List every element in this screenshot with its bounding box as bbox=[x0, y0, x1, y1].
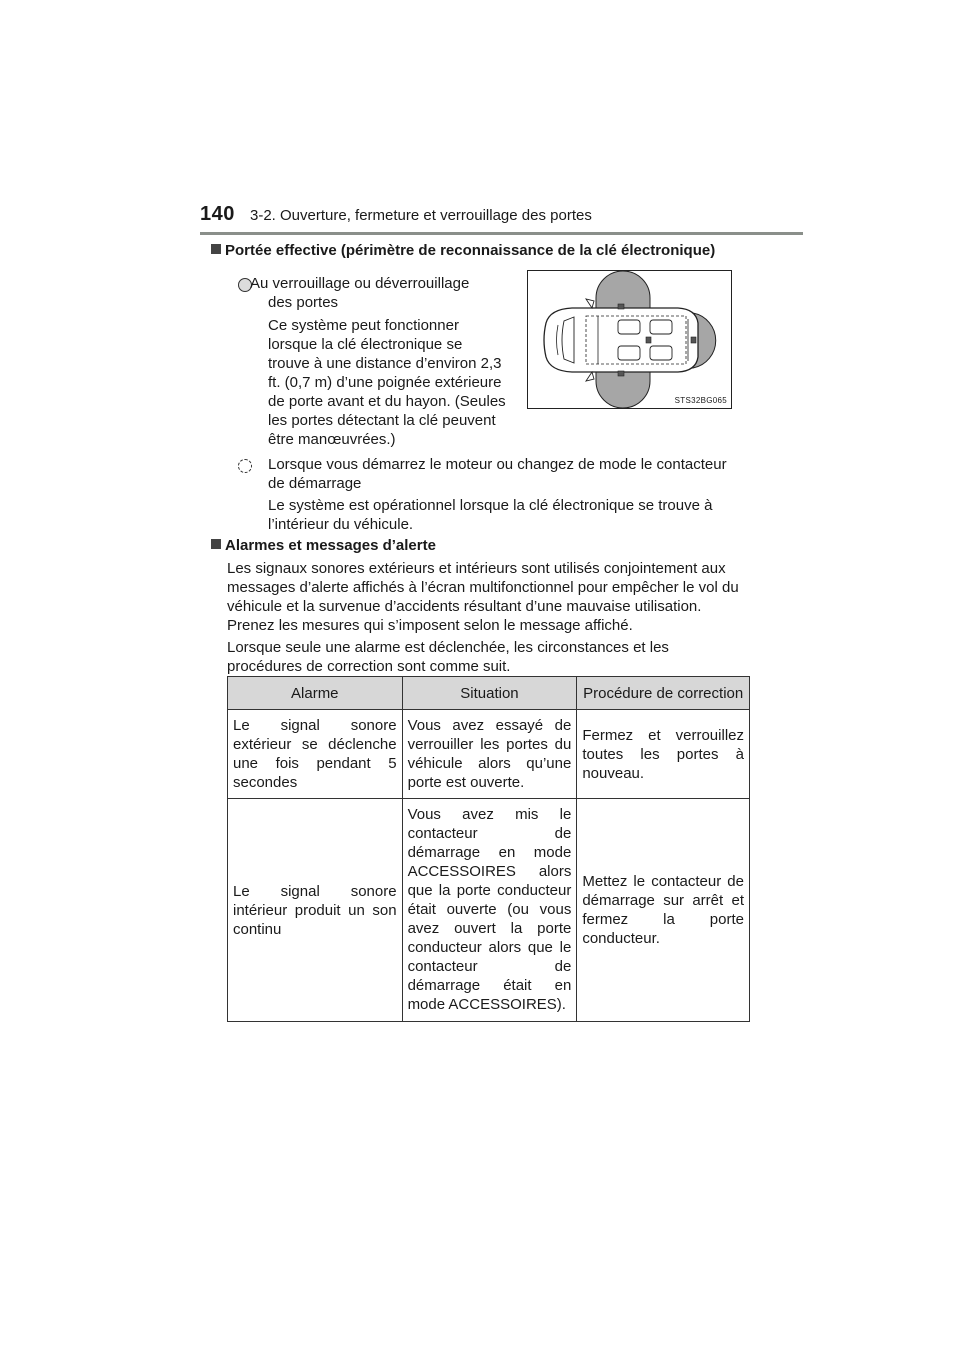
header-divider bbox=[200, 232, 803, 235]
item1-heading-line1: Au verrouillage ou déverrouillage bbox=[250, 275, 470, 292]
section-title-alarms: Alarmes et messages d’alerte bbox=[211, 537, 436, 554]
chapter-title: 3-2. Ouverture, fermeture et verrouillage des portes bbox=[250, 207, 592, 224]
paragraph-line: Prenez les mesures qui s’imposent selon le message affiché. bbox=[227, 617, 633, 634]
item2-heading-line: de démarrage bbox=[268, 475, 362, 492]
paragraph-line: véhicule et la survenue d’accidents résultant d’une mauvaise utilisation. bbox=[227, 598, 702, 615]
column-header-situation: Situation bbox=[402, 677, 577, 710]
item1-body-line: les portes détectant la clé peuvent bbox=[268, 412, 496, 429]
item1-body-line: trouve à une distance d’environ 2,3 bbox=[268, 355, 502, 372]
table-cell-situation: Vous avez mis le contacteur de démarrage en mode ACCESSOIRES alors que la porte conducteur était ouverte (ou vous avez ouvert la porte conducteur alors que le contacteur de démarrage était en mode ACCESSOIRES). bbox=[402, 799, 577, 1022]
table-cell-alarm: Le signal sonore intérieur produit un son continu bbox=[228, 799, 403, 1022]
square-bullet-icon bbox=[211, 244, 221, 254]
paragraph-line: Lorsque seule une alarme est déclenchée, les circonstances et les bbox=[227, 639, 669, 656]
item1-body-line: Ce système peut fonctionner bbox=[268, 317, 459, 334]
detection-zone-front-left bbox=[596, 271, 650, 309]
item1-heading-line2: des portes bbox=[268, 294, 339, 311]
item1-body-line: de porte avant et du hayon. (Seules bbox=[268, 393, 506, 410]
figure-code-label: STS32BG065 bbox=[674, 396, 727, 405]
item1-body-line: lorsque la clé électronique se bbox=[268, 336, 463, 353]
page-header bbox=[200, 203, 803, 237]
detection-zone-front-right bbox=[596, 371, 650, 408]
car-top-view-illustration bbox=[528, 271, 731, 408]
paragraph-line: procédures de correction sont comme suit. bbox=[227, 658, 511, 675]
column-header-alarm: Alarme bbox=[228, 677, 403, 710]
item2-heading-line: Lorsque vous démarrez le moteur ou changez de mode le contacteur bbox=[268, 456, 727, 473]
table-header-row bbox=[228, 677, 750, 710]
paragraph-line: messages d’alerte affichés à l’écran multifonctionnel pour empêcher le vol du bbox=[227, 579, 739, 596]
square-bullet-icon bbox=[211, 539, 221, 549]
page-number: 140 bbox=[200, 203, 235, 225]
table-cell-procedure: Mettez le contacteur de démarrage sur arrêt et fermez la porte conducteur. bbox=[577, 799, 750, 1022]
paragraph-line: Les signaux sonores extérieurs et intérieurs sont utilisés conjointement aux bbox=[227, 560, 726, 577]
table-cell-alarm: Le signal sonore extérieur se déclenche une fois pendant 5 secondes bbox=[228, 710, 403, 799]
table-cell-procedure: Fermez et verrouillez toutes les portes à nouveau. bbox=[577, 710, 750, 799]
table-row bbox=[228, 799, 750, 1022]
item2-body-line: Le système est opérationnel lorsque la clé électronique se trouve à bbox=[268, 497, 713, 514]
item1-body-line: ft. (0,7 m) d’une poignée extérieure bbox=[268, 374, 502, 391]
table-row bbox=[228, 710, 750, 799]
column-header-procedure: Procédure de correction bbox=[577, 677, 750, 710]
item2-body-line: l’intérieur du véhicule. bbox=[268, 516, 414, 533]
alarm-table bbox=[227, 676, 750, 1022]
vehicle-detection-range-figure bbox=[527, 270, 732, 409]
item1-body-line: être manœuvrées.) bbox=[268, 431, 396, 448]
dashed-circle-icon bbox=[238, 459, 252, 473]
table-cell-situation: Vous avez essayé de verrouiller les portes du véhicule alors qu’une porte est ouverte. bbox=[402, 710, 577, 799]
section-title-effective-range: Portée effective (périmètre de reconnaissance de la clé électronique) bbox=[211, 242, 715, 259]
